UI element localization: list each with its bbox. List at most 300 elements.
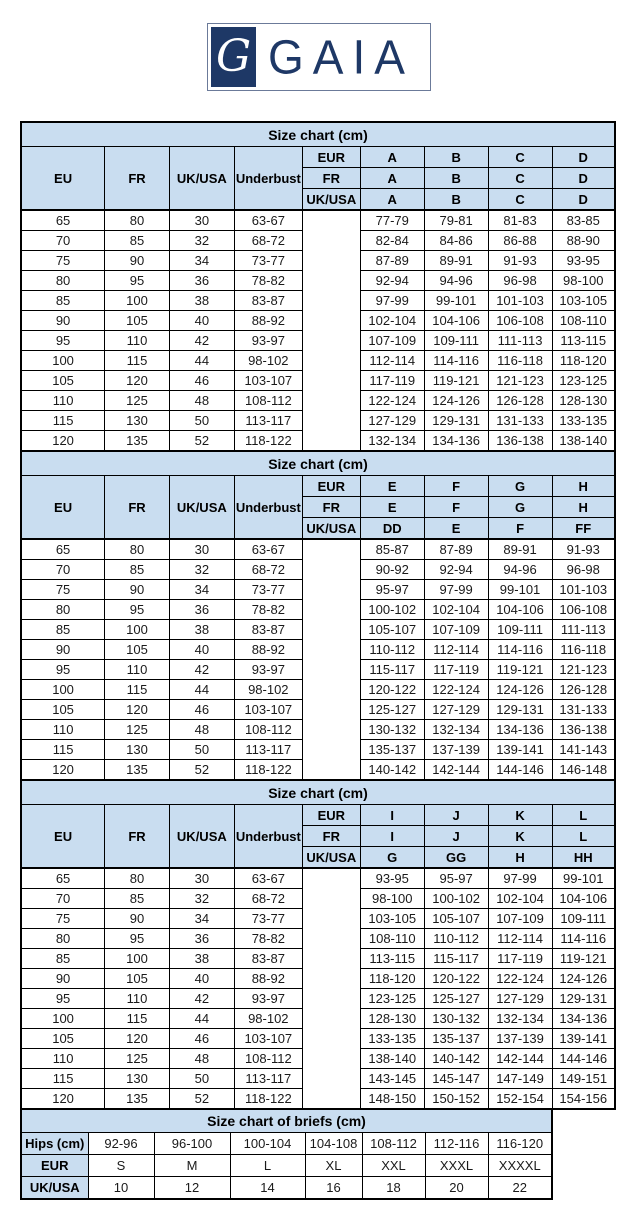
fr-size-cell: 95	[105, 929, 170, 949]
briefs-size-cell: 112-116	[425, 1133, 488, 1155]
fr-size-cell: 120	[105, 700, 170, 720]
size-row	[21, 740, 615, 760]
eu-size-cell: 75	[21, 580, 105, 600]
uk-usa-size-cell: 32	[169, 560, 234, 580]
briefs-size-cell: XL	[305, 1155, 362, 1177]
bust-range-cell: 96-98	[488, 271, 552, 291]
fr-size-cell: 120	[105, 1029, 170, 1049]
size-row	[21, 271, 615, 291]
bust-range-cell: 114-116	[552, 929, 615, 949]
size-row	[21, 351, 615, 371]
bust-range-cell: 131-133	[552, 700, 615, 720]
size-row	[21, 560, 615, 580]
bust-range-cell: 112-114	[488, 929, 552, 949]
bust-range-cell: 118-120	[552, 351, 615, 371]
bust-range-cell: 85-87	[360, 539, 424, 560]
cup-size-header: J	[424, 826, 488, 847]
bust-range-cell: 104-106	[488, 600, 552, 620]
bust-range-cell: 82-84	[360, 231, 424, 251]
uk-usa-size-cell: 50	[169, 740, 234, 760]
bust-range-cell: 133-135	[360, 1029, 424, 1049]
fr-size-cell: 135	[105, 1089, 170, 1110]
bra-size-chart-1	[20, 121, 616, 452]
uk-usa-size-cell: 36	[169, 271, 234, 291]
bust-range-cell: 104-106	[424, 311, 488, 331]
bust-range-cell: 129-131	[488, 700, 552, 720]
size-row	[21, 1009, 615, 1029]
eu-size-cell: 105	[21, 371, 105, 391]
column-header: FR	[105, 147, 170, 211]
column-header: Underbust	[234, 147, 302, 211]
uk-usa-size-cell: 42	[169, 989, 234, 1009]
briefs-row	[21, 1177, 552, 1200]
chart-title: Size chart (cm)	[21, 451, 615, 476]
bust-range-cell: 126-128	[552, 680, 615, 700]
bust-range-cell: 135-137	[424, 1029, 488, 1049]
spacer-cell	[302, 660, 360, 680]
uk-usa-size-cell: 46	[169, 371, 234, 391]
spacer-cell	[302, 949, 360, 969]
bust-range-cell: 106-108	[488, 311, 552, 331]
gaia-logo	[207, 23, 431, 91]
bust-range-cell: 134-136	[488, 720, 552, 740]
spacer-cell	[302, 989, 360, 1009]
bust-range-cell: 94-96	[424, 271, 488, 291]
bust-range-cell: 114-116	[488, 640, 552, 660]
spacer-cell	[302, 1009, 360, 1029]
bust-range-cell: 101-103	[488, 291, 552, 311]
bust-range-cell: 145-147	[424, 1069, 488, 1089]
bust-range-cell: 139-141	[488, 740, 552, 760]
underbust-range-cell: 68-72	[234, 560, 302, 580]
uk-usa-size-cell: 30	[169, 539, 234, 560]
size-row	[21, 1089, 615, 1110]
uk-usa-size-cell: 52	[169, 431, 234, 452]
bust-range-cell: 150-152	[424, 1089, 488, 1110]
cup-system-label: UK/USA	[302, 847, 360, 869]
column-header: UK/USA	[169, 805, 234, 869]
bust-range-cell: 103-105	[552, 291, 615, 311]
eu-size-cell: 85	[21, 949, 105, 969]
underbust-range-cell: 83-87	[234, 620, 302, 640]
cup-size-header: I	[360, 826, 424, 847]
eu-size-cell: 110	[21, 1049, 105, 1069]
cup-size-header: G	[360, 847, 424, 869]
bust-range-cell: 83-85	[552, 210, 615, 231]
fr-size-cell: 85	[105, 231, 170, 251]
uk-usa-size-cell: 40	[169, 311, 234, 331]
briefs-size-cell: 22	[488, 1177, 552, 1200]
briefs-size-chart	[20, 1108, 553, 1200]
fr-size-cell: 110	[105, 331, 170, 351]
bust-range-cell: 109-111	[488, 620, 552, 640]
fr-size-cell: 125	[105, 391, 170, 411]
uk-usa-size-cell: 34	[169, 580, 234, 600]
bust-range-cell: 98-100	[360, 889, 424, 909]
briefs-size-cell: 108-112	[362, 1133, 425, 1155]
eu-size-cell: 120	[21, 1089, 105, 1110]
bust-range-cell: 146-148	[552, 760, 615, 781]
cup-size-header: F	[488, 518, 552, 540]
size-row	[21, 331, 615, 351]
fr-size-cell: 105	[105, 640, 170, 660]
bust-range-cell: 95-97	[424, 868, 488, 889]
bust-range-cell: 99-101	[424, 291, 488, 311]
bust-range-cell: 109-111	[552, 909, 615, 929]
monogram-letter: G	[215, 31, 252, 82]
eu-size-cell: 110	[21, 391, 105, 411]
bust-range-cell: 154-156	[552, 1089, 615, 1110]
bust-range-cell: 127-129	[424, 700, 488, 720]
chart-title: Size chart (cm)	[21, 780, 615, 805]
cup-size-header: B	[424, 189, 488, 211]
bra-size-chart-3	[20, 779, 616, 1110]
bust-range-cell: 149-151	[552, 1069, 615, 1089]
bust-range-cell: 133-135	[552, 411, 615, 431]
eu-size-cell: 85	[21, 291, 105, 311]
bust-range-cell: 98-100	[552, 271, 615, 291]
cup-size-header: G	[488, 476, 552, 497]
column-header: FR	[105, 805, 170, 869]
spacer-cell	[302, 909, 360, 929]
briefs-row	[21, 1155, 552, 1177]
bust-range-cell: 97-99	[360, 291, 424, 311]
bust-range-cell: 128-130	[360, 1009, 424, 1029]
fr-size-cell: 95	[105, 600, 170, 620]
size-row	[21, 311, 615, 331]
size-row	[21, 371, 615, 391]
underbust-range-cell: 88-92	[234, 640, 302, 660]
bust-range-cell: 110-112	[424, 929, 488, 949]
bust-range-cell: 116-118	[488, 351, 552, 371]
bust-range-cell: 147-149	[488, 1069, 552, 1089]
bust-range-cell: 121-123	[552, 660, 615, 680]
bust-range-cell: 124-126	[488, 680, 552, 700]
bust-range-cell: 108-110	[552, 311, 615, 331]
spacer-cell	[302, 969, 360, 989]
bust-range-cell: 91-93	[488, 251, 552, 271]
fr-size-cell: 90	[105, 580, 170, 600]
column-header: Underbust	[234, 805, 302, 869]
cup-size-header: FF	[552, 518, 615, 540]
bust-range-cell: 100-102	[360, 600, 424, 620]
fr-size-cell: 105	[105, 311, 170, 331]
cup-size-header: H	[552, 476, 615, 497]
fr-size-cell: 120	[105, 371, 170, 391]
cup-size-header: G	[488, 497, 552, 518]
uk-usa-size-cell: 46	[169, 700, 234, 720]
cup-size-header: J	[424, 805, 488, 826]
eu-size-cell: 65	[21, 539, 105, 560]
eu-size-cell: 90	[21, 969, 105, 989]
underbust-range-cell: 93-97	[234, 331, 302, 351]
eu-size-cell: 95	[21, 989, 105, 1009]
bust-range-cell: 91-93	[552, 539, 615, 560]
eu-size-cell: 80	[21, 271, 105, 291]
bust-range-cell: 94-96	[488, 560, 552, 580]
uk-usa-size-cell: 40	[169, 640, 234, 660]
cup-size-header: I	[360, 805, 424, 826]
spacer-cell	[302, 331, 360, 351]
bust-range-cell: 112-114	[360, 351, 424, 371]
uk-usa-size-cell: 48	[169, 1049, 234, 1069]
spacer-cell	[302, 1049, 360, 1069]
bust-range-cell: 126-128	[488, 391, 552, 411]
spacer-cell	[302, 600, 360, 620]
spacer-cell	[302, 371, 360, 391]
bust-range-cell: 125-127	[424, 989, 488, 1009]
underbust-range-cell: 73-77	[234, 251, 302, 271]
size-row	[21, 539, 615, 560]
bust-range-cell: 93-95	[360, 868, 424, 889]
size-row	[21, 620, 615, 640]
bust-range-cell: 105-107	[424, 909, 488, 929]
uk-usa-size-cell: 38	[169, 620, 234, 640]
uk-usa-size-cell: 52	[169, 760, 234, 781]
cup-size-header: B	[424, 168, 488, 189]
bra-size-chart-2	[20, 450, 616, 781]
cup-size-header: GG	[424, 847, 488, 869]
briefs-size-cell: 92-96	[88, 1133, 154, 1155]
bust-range-cell: 136-138	[488, 431, 552, 452]
column-header: UK/USA	[169, 476, 234, 540]
size-row	[21, 1069, 615, 1089]
size-row	[21, 291, 615, 311]
briefs-size-cell: 20	[425, 1177, 488, 1200]
bust-range-cell: 113-115	[360, 949, 424, 969]
briefs-size-cell: 10	[88, 1177, 154, 1200]
underbust-range-cell: 88-92	[234, 311, 302, 331]
fr-size-cell: 95	[105, 271, 170, 291]
briefs-size-cell: 16	[305, 1177, 362, 1200]
size-charts-container	[20, 121, 616, 1200]
eu-size-cell: 115	[21, 740, 105, 760]
fr-size-cell: 110	[105, 989, 170, 1009]
uk-usa-size-cell: 32	[169, 889, 234, 909]
bust-range-cell: 142-144	[488, 1049, 552, 1069]
underbust-range-cell: 113-117	[234, 1069, 302, 1089]
fr-size-cell: 85	[105, 560, 170, 580]
size-row	[21, 660, 615, 680]
underbust-range-cell: 108-112	[234, 720, 302, 740]
spacer-cell	[302, 680, 360, 700]
bust-range-cell: 114-116	[424, 351, 488, 371]
cup-system-label: FR	[302, 826, 360, 847]
cup-size-header: D	[552, 189, 615, 211]
size-row	[21, 600, 615, 620]
uk-usa-size-cell: 34	[169, 909, 234, 929]
cup-system-label: EUR	[302, 476, 360, 497]
underbust-range-cell: 73-77	[234, 909, 302, 929]
uk-usa-size-cell: 40	[169, 969, 234, 989]
fr-size-cell: 80	[105, 210, 170, 231]
cup-size-header: F	[424, 497, 488, 518]
uk-usa-size-cell: 52	[169, 1089, 234, 1110]
uk-usa-size-cell: 50	[169, 411, 234, 431]
column-header: EU	[21, 805, 105, 869]
briefs-size-cell: 116-120	[488, 1133, 552, 1155]
spacer-cell	[302, 1029, 360, 1049]
uk-usa-size-cell: 44	[169, 351, 234, 371]
spacer-cell	[302, 929, 360, 949]
briefs-size-cell: 96-100	[154, 1133, 230, 1155]
briefs-row	[21, 1133, 552, 1155]
column-header: EU	[21, 147, 105, 211]
size-row	[21, 868, 615, 889]
fr-size-cell: 130	[105, 411, 170, 431]
size-row	[21, 411, 615, 431]
bust-range-cell: 131-133	[488, 411, 552, 431]
bust-range-cell: 99-101	[488, 580, 552, 600]
bust-range-cell: 120-122	[424, 969, 488, 989]
eu-size-cell: 65	[21, 210, 105, 231]
uk-usa-size-cell: 44	[169, 1009, 234, 1029]
bust-range-cell: 109-111	[424, 331, 488, 351]
underbust-range-cell: 118-122	[234, 1089, 302, 1110]
fr-size-cell: 110	[105, 660, 170, 680]
bust-range-cell: 132-134	[360, 431, 424, 452]
bust-range-cell: 122-124	[360, 391, 424, 411]
spacer-cell	[302, 351, 360, 371]
chart-title: Size chart (cm)	[21, 122, 615, 147]
bust-range-cell: 117-119	[360, 371, 424, 391]
bust-range-cell: 140-142	[360, 760, 424, 781]
fr-size-cell: 115	[105, 1009, 170, 1029]
bust-range-cell: 119-121	[488, 660, 552, 680]
underbust-range-cell: 98-102	[234, 680, 302, 700]
cup-size-header: K	[488, 826, 552, 847]
bust-range-cell: 104-106	[552, 889, 615, 909]
eu-size-cell: 120	[21, 760, 105, 781]
bust-range-cell: 108-110	[360, 929, 424, 949]
cup-size-header: D	[552, 168, 615, 189]
fr-size-cell: 90	[105, 251, 170, 271]
size-row	[21, 680, 615, 700]
bust-range-cell: 144-146	[552, 1049, 615, 1069]
spacer-cell	[302, 291, 360, 311]
bust-range-cell: 105-107	[360, 620, 424, 640]
eu-size-cell: 110	[21, 720, 105, 740]
fr-size-cell: 80	[105, 539, 170, 560]
cup-size-header: C	[488, 168, 552, 189]
underbust-range-cell: 68-72	[234, 889, 302, 909]
cup-size-header: A	[360, 147, 424, 168]
bust-range-cell: 90-92	[360, 560, 424, 580]
eu-size-cell: 105	[21, 700, 105, 720]
cup-size-header: L	[552, 805, 615, 826]
underbust-range-cell: 93-97	[234, 989, 302, 1009]
briefs-size-cell: S	[88, 1155, 154, 1177]
underbust-range-cell: 83-87	[234, 291, 302, 311]
underbust-range-cell: 78-82	[234, 271, 302, 291]
bust-range-cell: 97-99	[488, 868, 552, 889]
briefs-size-cell: 104-108	[305, 1133, 362, 1155]
bust-range-cell: 140-142	[424, 1049, 488, 1069]
bust-range-cell: 144-146	[488, 760, 552, 781]
bust-range-cell: 119-121	[552, 949, 615, 969]
underbust-range-cell: 68-72	[234, 231, 302, 251]
cup-size-header: D	[552, 147, 615, 168]
bust-range-cell: 92-94	[360, 271, 424, 291]
size-row	[21, 989, 615, 1009]
spacer-cell	[302, 1089, 360, 1110]
uk-usa-size-cell: 30	[169, 210, 234, 231]
cup-system-label: EUR	[302, 805, 360, 826]
uk-usa-size-cell: 36	[169, 929, 234, 949]
underbust-range-cell: 118-122	[234, 431, 302, 452]
cup-system-label: UK/USA	[302, 518, 360, 540]
bust-range-cell: 135-137	[360, 740, 424, 760]
bust-range-cell: 130-132	[360, 720, 424, 740]
bust-range-cell: 136-138	[552, 720, 615, 740]
spacer-cell	[302, 640, 360, 660]
cup-size-header: E	[360, 497, 424, 518]
bust-range-cell: 117-119	[424, 660, 488, 680]
bust-range-cell: 128-130	[552, 391, 615, 411]
eu-size-cell: 95	[21, 660, 105, 680]
fr-size-cell: 135	[105, 431, 170, 452]
bust-range-cell: 137-139	[424, 740, 488, 760]
spacer-cell	[302, 760, 360, 781]
uk-usa-size-cell: 36	[169, 600, 234, 620]
fr-size-cell: 135	[105, 760, 170, 781]
column-header: Underbust	[234, 476, 302, 540]
bust-range-cell: 120-122	[360, 680, 424, 700]
spacer-cell	[302, 720, 360, 740]
column-header: EU	[21, 476, 105, 540]
bust-range-cell: 123-125	[360, 989, 424, 1009]
cup-size-header: H	[552, 497, 615, 518]
size-row	[21, 760, 615, 781]
fr-size-cell: 100	[105, 291, 170, 311]
spacer-cell	[302, 889, 360, 909]
bust-range-cell: 116-118	[552, 640, 615, 660]
underbust-range-cell: 78-82	[234, 929, 302, 949]
underbust-range-cell: 103-107	[234, 1029, 302, 1049]
spacer-cell	[302, 311, 360, 331]
bust-range-cell: 93-95	[552, 251, 615, 271]
briefs-size-cell: 14	[230, 1177, 305, 1200]
size-row	[21, 210, 615, 231]
fr-size-cell: 125	[105, 1049, 170, 1069]
eu-size-cell: 65	[21, 868, 105, 889]
eu-size-cell: 100	[21, 680, 105, 700]
bust-range-cell: 141-143	[552, 740, 615, 760]
eu-size-cell: 75	[21, 251, 105, 271]
cup-size-header: L	[552, 826, 615, 847]
bust-range-cell: 84-86	[424, 231, 488, 251]
bust-range-cell: 137-139	[488, 1029, 552, 1049]
cup-system-label: FR	[302, 168, 360, 189]
underbust-range-cell: 63-67	[234, 868, 302, 889]
eu-size-cell: 100	[21, 1009, 105, 1029]
briefs-size-cell: XXXXL	[488, 1155, 552, 1177]
underbust-range-cell: 108-112	[234, 391, 302, 411]
cup-size-header: DD	[360, 518, 424, 540]
fr-size-cell: 100	[105, 949, 170, 969]
fr-size-cell: 125	[105, 720, 170, 740]
bust-range-cell: 129-131	[552, 989, 615, 1009]
bust-range-cell: 97-99	[424, 580, 488, 600]
bust-range-cell: 118-120	[360, 969, 424, 989]
bust-range-cell: 111-113	[552, 620, 615, 640]
bust-range-cell: 142-144	[424, 760, 488, 781]
eu-size-cell: 115	[21, 1069, 105, 1089]
underbust-range-cell: 98-102	[234, 1009, 302, 1029]
eu-size-cell: 115	[21, 411, 105, 431]
bust-range-cell: 113-115	[552, 331, 615, 351]
cup-system-label: FR	[302, 497, 360, 518]
